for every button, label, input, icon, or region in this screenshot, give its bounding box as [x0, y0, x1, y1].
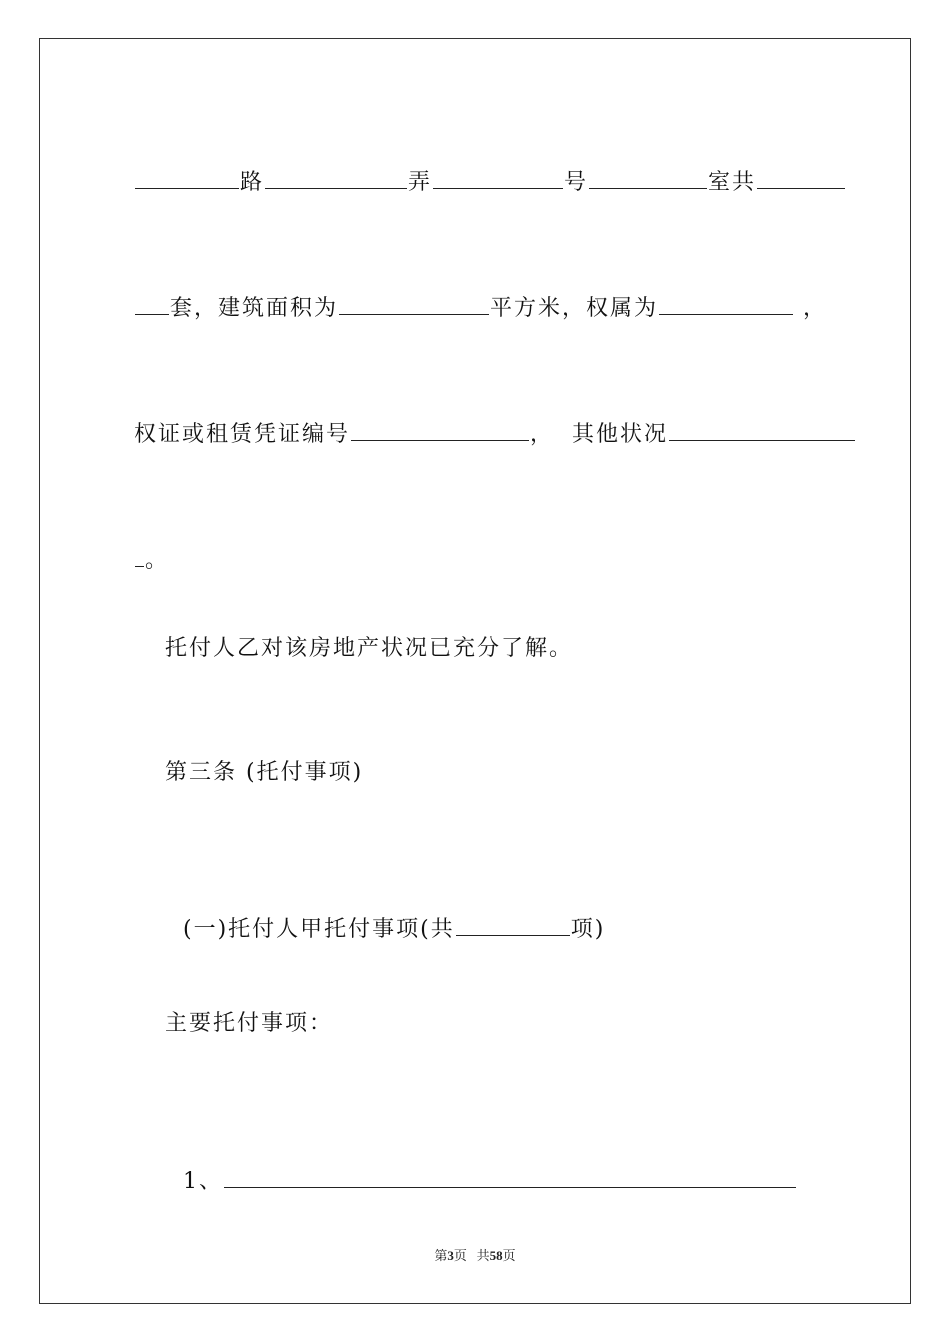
main-matters-label: 主要托付事项： [165, 1011, 334, 1036]
blank-field [757, 166, 845, 189]
certificate-line [116, 388, 836, 450]
entrust-items-suffix: 项) [570, 917, 606, 942]
page-number: 3 [447, 1248, 454, 1263]
period-mark: 。 [145, 548, 170, 573]
blank-field [433, 166, 563, 189]
number-label: 号 [564, 170, 589, 195]
footer-page-suffix: 页 [453, 1248, 467, 1263]
blank-field [224, 1165, 796, 1188]
blank-field [351, 418, 529, 441]
sqm-ownership-label: 平方米，权属为 [490, 296, 659, 321]
blank-field [659, 292, 793, 315]
entrust-items-line [165, 883, 885, 945]
article-heading: 第三条 (托付事项) [165, 760, 364, 785]
item-one-number: 1、 [183, 1169, 223, 1194]
lane-label: 弄 [408, 170, 433, 195]
blank-field [135, 292, 169, 315]
blank-field [339, 292, 489, 315]
total-pages: 58 [489, 1248, 503, 1263]
page-border [39, 38, 911, 1304]
blank-field [135, 544, 144, 567]
footer-total-suffix: 页 [502, 1248, 516, 1263]
footer-prefix: 第 [434, 1248, 448, 1263]
comma-mark: ， [803, 296, 828, 321]
comma-mark: ， [530, 422, 555, 447]
other-status-label: 其他状况 [572, 422, 669, 447]
area-line [116, 262, 836, 324]
blank-field [135, 166, 239, 189]
blank-field [589, 166, 707, 189]
blank-field [456, 913, 570, 936]
room-total-label: 室共 [708, 170, 757, 195]
sets-area-label: 套，建筑面积为 [170, 296, 339, 321]
blank-field [669, 418, 855, 441]
certificate-label: 权证或租赁凭证编号 [134, 422, 351, 447]
item-one-line [165, 1135, 885, 1197]
footer-total-prefix: 共 [476, 1248, 490, 1263]
blank-field [265, 166, 407, 189]
entrust-items-prefix: (一)托付人甲托付事项(共 [183, 917, 455, 942]
road-label: 路 [240, 170, 265, 195]
page-footer [0, 1247, 950, 1265]
paragraph-understanding: 托付人乙对该房地产状况已充分了解。 [165, 636, 574, 661]
continuation-line [116, 514, 836, 576]
address-line [116, 136, 836, 198]
